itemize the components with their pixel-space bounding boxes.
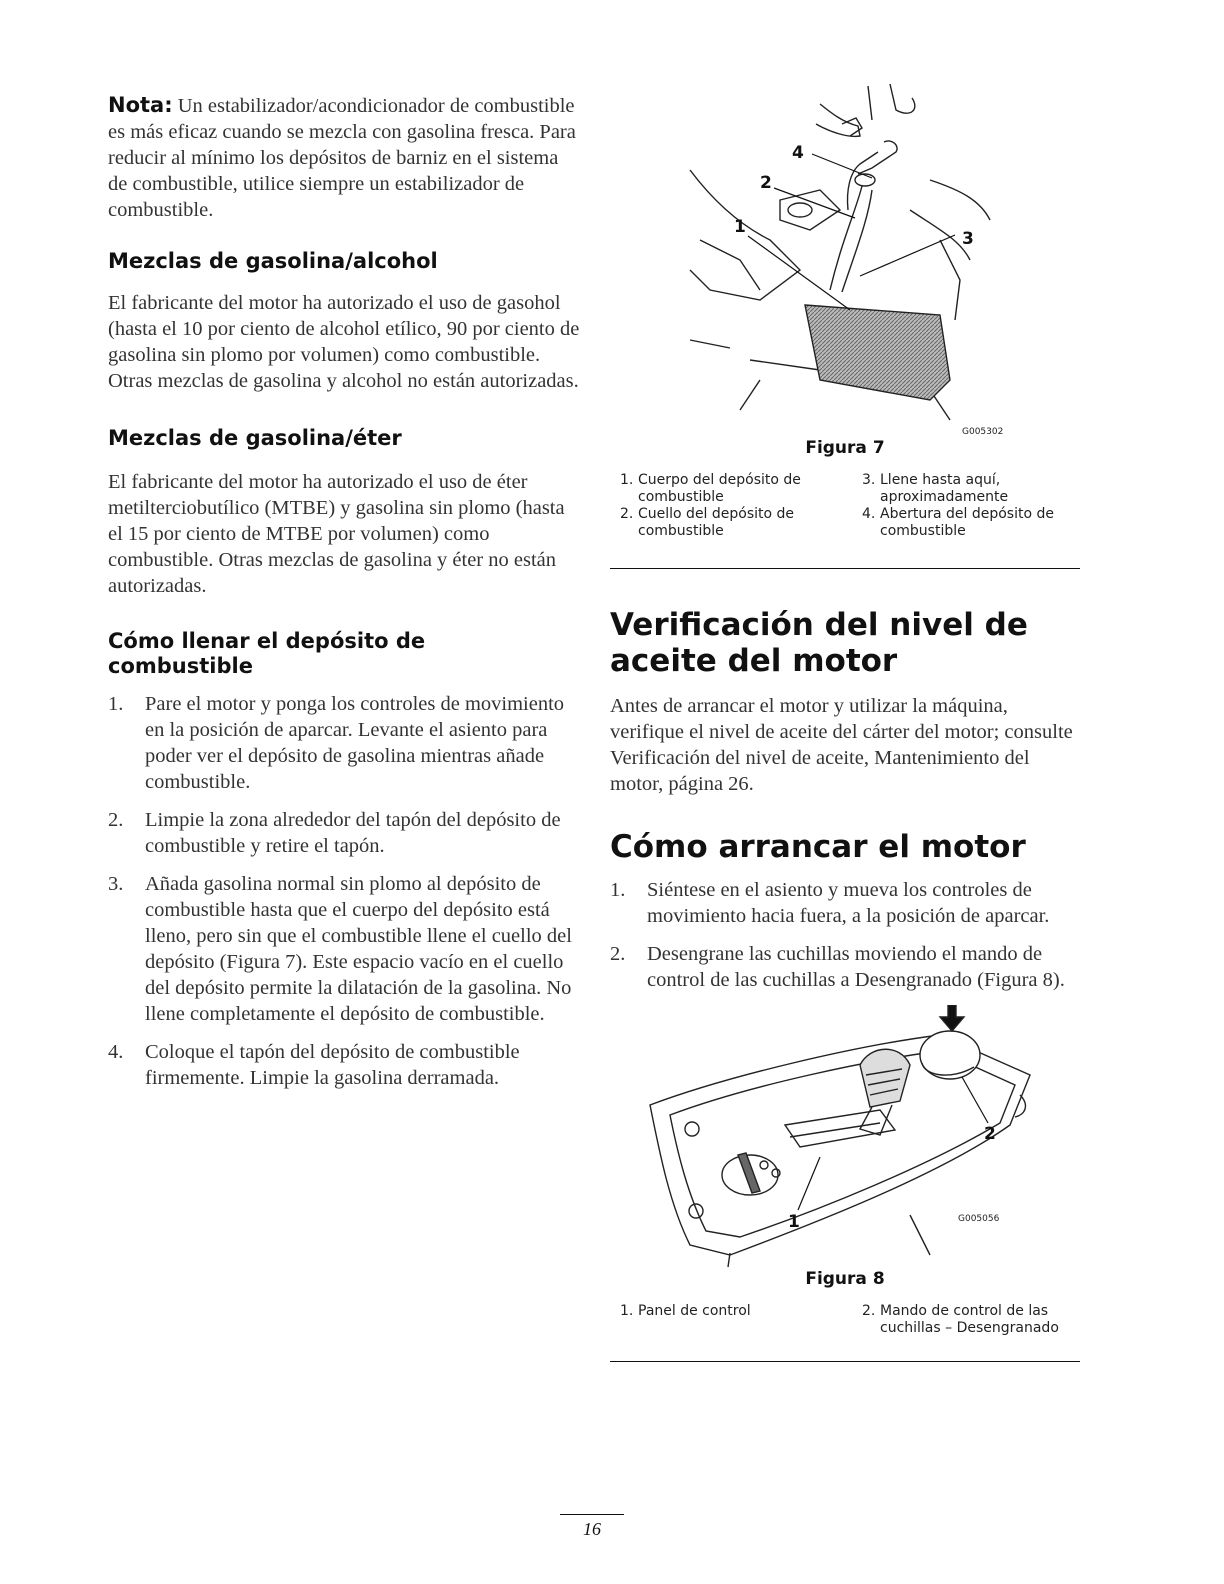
step-number: 1.	[108, 693, 124, 715]
control-panel-illustration	[610, 1005, 1080, 1269]
callout-number: 3.	[862, 472, 876, 488]
step-text: Coloque el tapón del depósito de combustible firmemente. Limpie la gasolina derramada.	[145, 1041, 520, 1089]
list-item	[108, 871, 580, 1027]
step-text: Pare el motor y ponga los controles de movimiento en la posición de aparcar. Levante el asiento para poder ver el depósito de gasolina mientras añade combustible.	[145, 693, 565, 793]
fig8-label-1: 1	[788, 1212, 800, 1232]
fill-steps-list	[108, 691, 580, 1091]
step-text: Limpie la zona alrededor del tapón del depósito de combustible y retire el tapón.	[145, 809, 561, 857]
figure-7-title: Figura 7	[805, 438, 885, 458]
note-text: Un estabilizador/acondicionador de combustible es más eficaz cuando se mezcla con gasolina fresca. Para reducir al mínimo los depósitos de barniz en el sistema de combustible, utilice siempre un estabilizador de combustible.	[108, 95, 576, 221]
note-label: Nota:	[108, 93, 173, 117]
callout-item	[610, 472, 838, 506]
oil-paragraph: Antes de arrancar el motor y utilizar la máquina, verifique el nivel de aceite del cárter del motor; consulte Verificación del nivel de aceite, Mantenimiento del motor, página 26.	[610, 695, 1073, 795]
callout-number: 1.	[620, 1303, 634, 1319]
right-column	[610, 80, 1080, 1362]
step-number: 1.	[610, 879, 626, 901]
fig7-label-4: 4	[792, 143, 804, 163]
step-number: 2.	[108, 809, 124, 831]
step-text: Siéntese en el asiento y mueva los controles de movimiento hacia fuera, a la posición de aparcar.	[647, 879, 1050, 927]
section-divider	[610, 568, 1080, 569]
callout-text: Cuerpo del depósito de combustible	[638, 472, 801, 505]
fig8-label-2: 2	[984, 1124, 996, 1144]
fig7-label-3: 3	[962, 229, 974, 249]
ether-heading: Mezclas de gasolina/éter	[108, 426, 402, 450]
left-column	[108, 92, 580, 1103]
step-number: 3.	[108, 873, 124, 895]
fuel-tank-illustration	[610, 80, 1080, 438]
fig7-label-2: 2	[760, 173, 772, 193]
callout-item	[610, 1303, 838, 1337]
fig7-label-1: 1	[734, 217, 746, 237]
fig7-code: G005302	[962, 427, 1004, 437]
callout-item	[610, 506, 838, 540]
step-number: 2.	[610, 943, 626, 965]
page-number-rule	[560, 1514, 624, 1515]
fig8-code: G005056	[958, 1214, 1000, 1224]
list-item	[108, 1039, 580, 1091]
note-paragraph	[108, 92, 580, 223]
start-heading: Cómo arrancar el motor	[610, 829, 1026, 865]
list-item	[610, 877, 1080, 929]
alcohol-paragraph: El fabricante del motor ha autorizado el uso de gasohol (hasta el 10 por ciento de alcohol etílico, 90 por ciento de gasolina sin plomo por volumen) como combustible. Otras mezclas de gasolina y alcohol no están autorizadas.	[108, 292, 580, 392]
list-item	[610, 941, 1080, 993]
alcohol-heading: Mezclas de gasolina/alcohol	[108, 249, 438, 273]
callout-text: Cuello del depósito de combustible	[638, 506, 795, 539]
list-item	[108, 807, 580, 859]
figure-8-callouts	[610, 1303, 1080, 1337]
callout-text: Llene hasta aquí, aproximadamente	[880, 472, 1009, 505]
fill-heading: Cómo llenar el depósito de combustible	[108, 629, 426, 678]
figure-8-title: Figura 8	[805, 1269, 885, 1289]
callout-number: 1.	[620, 472, 634, 488]
start-steps-list	[610, 877, 1080, 993]
step-text: Añada gasolina normal sin plomo al depósito de combustible hasta que el cuerpo del depósito está lleno, pero sin que el combustible llene el cuello del depósito (Figura 7). Este espacio vacío en el cuello del depósito permite la dilatación de la gasolina. No llene completamente el depósito de combustible.	[145, 873, 572, 1025]
oil-heading: Verificación del nivel de aceite del motor	[610, 607, 1028, 679]
section-divider	[610, 1361, 1080, 1362]
callout-item	[852, 1303, 1080, 1337]
figure-7	[610, 80, 1080, 438]
step-text: Desengrane las cuchillas moviendo el mando de control de las cuchillas a Desengranado (Figura 8).	[647, 943, 1065, 991]
figure-8	[610, 1005, 1080, 1269]
page-number-text: 16	[583, 1519, 601, 1539]
callout-number: 4.	[862, 506, 876, 522]
figure-7-callouts	[610, 472, 1080, 540]
step-number: 4.	[108, 1041, 124, 1063]
callout-text: Mando de control de las cuchillas – Desengranado	[880, 1303, 1059, 1336]
callout-number: 2.	[620, 506, 634, 522]
ether-paragraph: El fabricante del motor ha autorizado el uso de éter metilterciobutílico (MTBE) y gasolina sin plomo (hasta el 15 por ciento de MTBE por volumen) como combustible. Otras mezclas de gasolina y éter no están autorizadas.	[108, 471, 565, 597]
callout-text: Panel de control	[638, 1303, 751, 1319]
callout-item	[852, 506, 1080, 540]
callout-number: 2.	[862, 1303, 876, 1319]
callout-text: Abertura del depósito de combustible	[880, 506, 1054, 539]
page-number	[560, 1514, 624, 1540]
list-item	[108, 691, 580, 795]
callout-item	[852, 472, 1080, 506]
